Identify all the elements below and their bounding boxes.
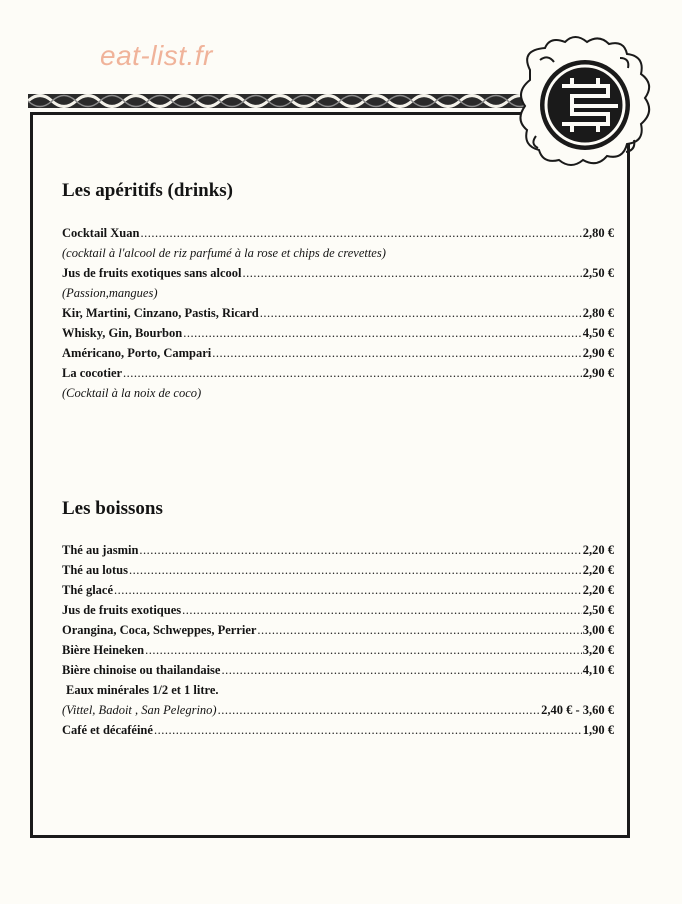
item-price: 2,50 €: [582, 603, 614, 617]
item-price: 2,50 €: [582, 266, 614, 280]
dot-leader: [212, 346, 581, 361]
dot-leader: [243, 266, 582, 281]
item-name: Jus de fruits exotiques: [62, 603, 182, 617]
dot-leader: [154, 723, 582, 738]
dot-leader: [221, 663, 581, 678]
item-price: 3,00 €: [582, 623, 614, 637]
watermark-logo-text: eat-list.fr: [100, 40, 213, 71]
list-item: [62, 226, 614, 246]
item-price: 2,80 €: [582, 226, 614, 240]
item-name: Américano, Porto, Campari: [62, 346, 212, 360]
item-price: 1,90 €: [582, 723, 614, 737]
item-price: 2,90 €: [582, 366, 614, 380]
item-price: 4,50 €: [582, 326, 614, 340]
dot-leader: [260, 306, 582, 321]
list-item: [62, 603, 614, 623]
item-name: Thé glacé: [62, 583, 114, 597]
dot-leader: [257, 623, 581, 638]
list-item: [62, 643, 614, 663]
dot-leader: [129, 563, 582, 578]
list-item: [62, 723, 614, 743]
list-item: [62, 346, 614, 366]
item-name: Thé au jasmin: [62, 543, 139, 557]
item-name: Bière chinoise ou thailandaise: [62, 663, 221, 677]
boissons-title: Les boissons: [62, 498, 163, 519]
item-name: Jus de fruits exotiques sans alcool: [62, 266, 242, 280]
list-item: [62, 563, 614, 583]
item-name: Bière Heineken: [62, 643, 145, 657]
dot-leader: [145, 643, 582, 658]
item-name: Thé au lotus: [62, 563, 128, 577]
dot-leader: [183, 326, 582, 341]
list-item: [62, 703, 614, 723]
list-item: [62, 583, 614, 603]
list-item: [62, 266, 614, 286]
item-name: Cocktail Xuan: [62, 226, 140, 240]
item-name: Whisky, Gin, Bourbon: [62, 326, 183, 340]
item-name: La cocotier: [62, 366, 123, 380]
item-name: Café et décaféiné: [62, 723, 153, 737]
dot-leader: [218, 703, 540, 718]
dot-leader: [123, 366, 582, 381]
item-note: (Passion,mangues): [62, 286, 158, 300]
item-note: (Cocktail à la noix de coco): [62, 386, 202, 400]
list-item: [62, 663, 614, 683]
item-price: 4,10 €: [582, 663, 614, 677]
aperitifs-list: [62, 226, 614, 406]
list-item: [62, 306, 614, 326]
list-item: [62, 543, 614, 563]
item-price: 2,20 €: [582, 563, 614, 577]
item-name: Kir, Martini, Cinzano, Pastis, Ricard: [62, 306, 259, 320]
list-item: [62, 623, 614, 643]
item-price: 2,40 € - 3,60 €: [541, 703, 614, 717]
dot-leader: [139, 543, 581, 558]
item-price: 2,20 €: [582, 543, 614, 557]
water-heading: Eaux minérales 1/2 et 1 litre.: [66, 683, 219, 697]
list-item: [62, 326, 614, 346]
item-note: (cocktail à l'alcool de riz parfumé à la rose et chips de crevettes): [62, 246, 386, 260]
dot-leader: [140, 226, 581, 241]
dot-leader: [114, 583, 582, 598]
list-item: [62, 366, 614, 386]
item-name: (Vittel, Badoit , San Pelegrino): [62, 703, 217, 717]
aperitifs-title: Les apéritifs (drinks): [62, 180, 233, 201]
item-price: 2,80 €: [582, 306, 614, 320]
boissons-list: [62, 543, 614, 743]
chinese-emblem-icon: [510, 30, 660, 180]
item-name: Orangina, Coca, Schweppes, Perrier: [62, 623, 257, 637]
item-price: 3,20 €: [582, 643, 614, 657]
item-price: 2,20 €: [582, 583, 614, 597]
item-price: 2,90 €: [582, 346, 614, 360]
dot-leader: [182, 603, 582, 618]
